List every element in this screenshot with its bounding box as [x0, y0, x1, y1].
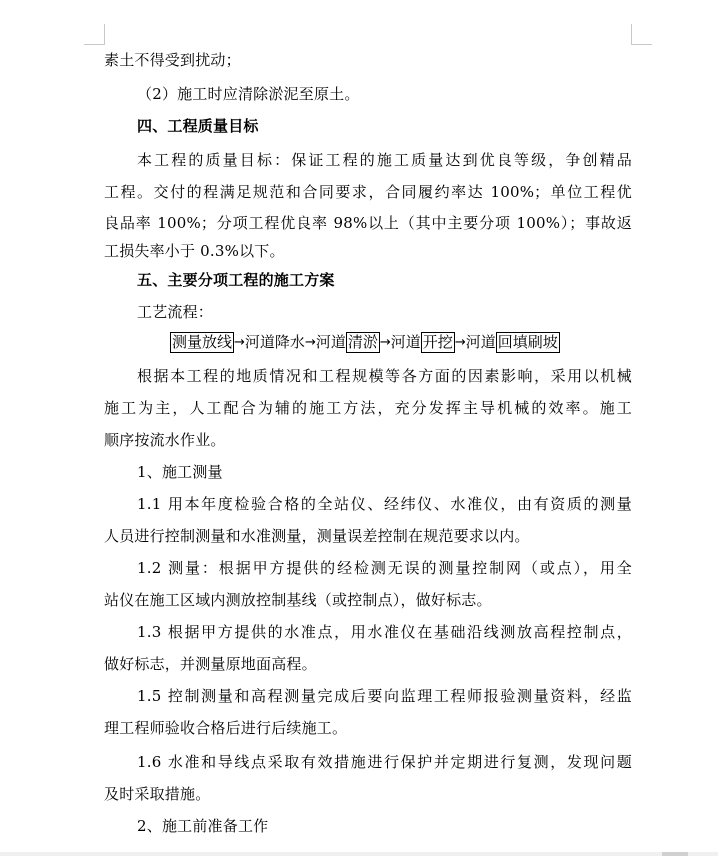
arrow-right-icon: → [304, 334, 316, 350]
text-line: 施工为主，人工配合为辅的施工方法，充分发挥主导机械的效率。施工 [104, 399, 632, 417]
text-line: 做好标志，并测量原地面高程。 [104, 655, 317, 673]
text-line: 理工程师验收合格后进行后续施工。 [104, 719, 348, 737]
text-line: 1.1 用本年度检验合格的全站仪、经纬仪、水准仪，由有资质的测量 [137, 495, 632, 513]
flow-step: 河道 [390, 332, 421, 351]
flow-step: 河道降水 [244, 332, 305, 351]
text-line: 工损失率小于 0.3%以下。 [104, 242, 285, 260]
horizontal-scrollbar[interactable] [0, 852, 718, 856]
flow-step: 河道 [315, 332, 346, 351]
flow-step: 河道 [465, 332, 496, 351]
flow-step-box: 开挖 [422, 332, 453, 351]
text-line: 本工程的质量目标：保证工程的施工质量达到优良等级，争创精品 [137, 151, 632, 169]
flow-step-box: 测量放线 [172, 332, 233, 351]
scrollbar-thumb[interactable] [662, 852, 688, 856]
text-line: 工艺流程： [137, 303, 214, 321]
text-line: （2）施工时应清除淤泥至原土。 [137, 85, 360, 103]
text-line: 1.3 根据甲方提供的水准点，用水准仪在基础沿线测放高程控制点， [137, 623, 632, 641]
page-corner-mark-top-left [84, 24, 105, 45]
text-line: 良品率 100%；分项工程优良率 98%以上（其中主要分项 100%）；事故返 [104, 214, 632, 232]
text-line: 及时采取措施。 [104, 785, 211, 803]
page-corner-mark-top-right [631, 24, 652, 45]
section-heading-5: 五、主要分项工程的施工方案 [137, 271, 335, 289]
text-line: 素土不得受到扰动； [104, 51, 241, 69]
subsection-heading-2: 2、施工前准备工作 [137, 817, 269, 835]
process-flow [170, 331, 560, 353]
arrow-right-icon: → [379, 334, 391, 350]
section-heading-4: 四、工程质量目标 [137, 117, 259, 135]
text-line: 工程。交付的程满足规范和合同要求，合同履约率达 100%；单位工程优 [104, 183, 632, 201]
text-line: 1.5 控制测量和高程测量完成后要向监理工程师报验测量资料，经监 [137, 687, 632, 705]
text-line: 顺序按流水作业。 [104, 431, 226, 449]
text-line: 1.6 水准和导线点采取有效措施进行保护并定期进行复测，发现问题 [137, 753, 632, 771]
subsection-heading-1: 1、施工测量 [137, 463, 223, 481]
arrow-right-icon: → [234, 334, 245, 350]
text-line: 站仪在施工区域内测放控制基线（或控制点），做好标志。 [104, 591, 492, 609]
text-line: 1.2 测量：根据甲方提供的经检测无误的测量控制网（或点），用全 [137, 559, 632, 577]
text-line: 人员进行控制测量和水准测量，测量误差控制在规范要求以内。 [104, 527, 530, 545]
text-line: 根据本工程的地质情况和工程规模等各方面的因素影响，采用以机械 [137, 367, 632, 385]
flow-step-box: 清淤 [347, 332, 378, 351]
flow-step-box: 回填刷坡 [497, 332, 558, 351]
arrow-right-icon: → [454, 334, 466, 350]
